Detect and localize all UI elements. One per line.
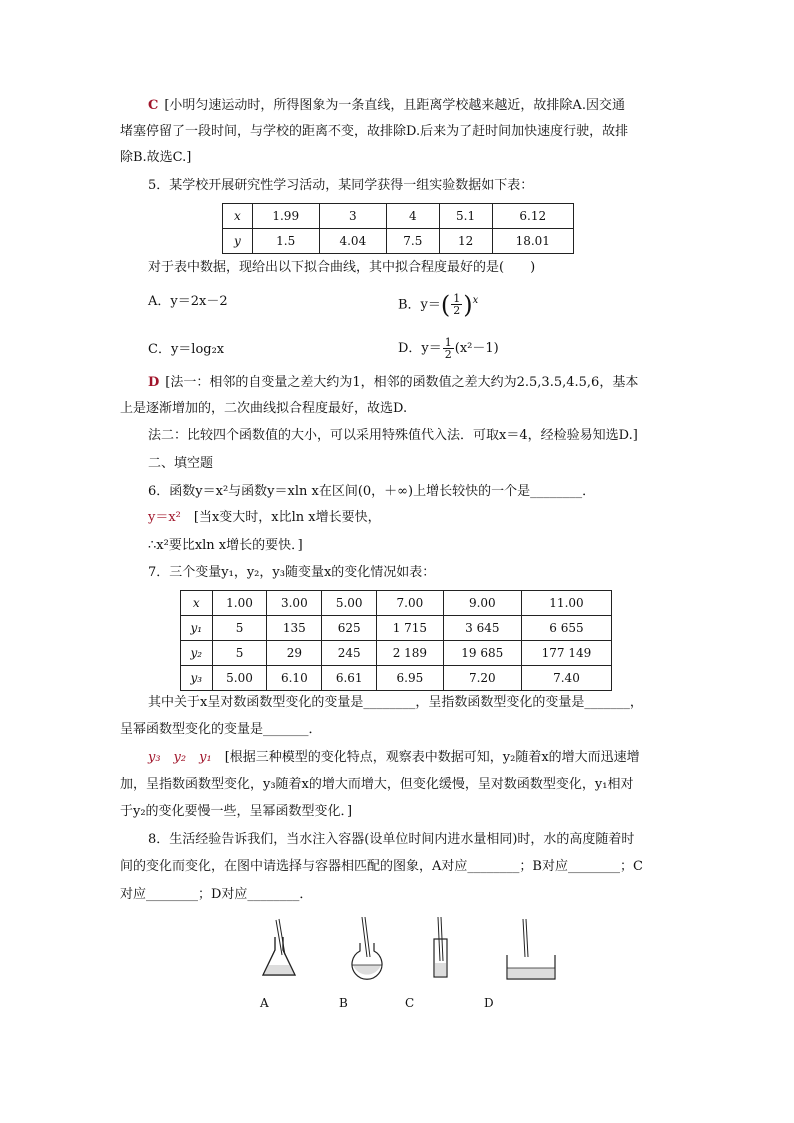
q5-table-cell: 4.04 (319, 229, 386, 254)
q5-table-cell: 3 (319, 204, 386, 229)
q4-answer-line3: 除B.故选C.] (120, 150, 192, 165)
q7-table-cell: 1.00 (212, 591, 267, 616)
q5-table-row (223, 204, 574, 229)
q7-table-cell: 245 (322, 641, 377, 666)
q7-stem: 7．三个变量y₁，y₂，y₃随变量x的变化情况如表： (148, 565, 436, 580)
q7-table-cell: 5.00 (322, 591, 377, 616)
vessel-label-a: A (260, 996, 269, 1010)
q5-table-row-header: y (223, 229, 253, 254)
q5-option-d: D．y＝ $\frac{1}{2}$ (x²－1) (398, 336, 499, 361)
vessel-b-round-flask-icon (352, 917, 382, 979)
q7-answer-line3: 于y₂的变化要慢一些，呈幂函数型变化．] (120, 804, 353, 819)
q7-table-cell: 6.95 (377, 666, 444, 691)
q7-table-cell: 6.61 (322, 666, 377, 691)
q7-table-cell: 2 189 (377, 641, 444, 666)
q7-table-row (181, 616, 612, 641)
q7-table-cell: 5.00 (212, 666, 267, 691)
q5-answer-letter: D (148, 375, 160, 390)
container-figures (255, 915, 565, 985)
q7-table-cell: 5 (212, 641, 267, 666)
q7-question-line2: 呈幂函数型变化的变量是_______． (120, 722, 322, 737)
q4-answer-line2: 堵塞停留了一段时间，与学校的距离不变，故排除D.后来为了赶时间加快速度行驶，故排 (120, 124, 629, 139)
section-heading-fill-blank: 二、填空题 (148, 456, 214, 471)
q7-table-row (181, 591, 612, 616)
q5-table-cell: 12 (439, 229, 492, 254)
q7-answer-line1: y₃ y₂ y₁ [根据三种模型的变化特点，观察表中数据可知，y₂随着x的增大而迅速增 (148, 750, 640, 765)
vessel-label-d: D (484, 996, 494, 1010)
q7-table-cell: 7.00 (377, 591, 444, 616)
q7-table-cell: 3 645 (443, 616, 521, 641)
q7-table-cell: 6 655 (521, 616, 611, 641)
q5-table-cell: 1.99 (252, 204, 319, 229)
q5-table-cell: 7.5 (386, 229, 439, 254)
q5-table-cell: 5.1 (439, 204, 492, 229)
q7-table-cell: 177 149 (521, 641, 611, 666)
q8-line3: 对应________；D对应________． (120, 887, 313, 902)
q8-line1: 8．生活经验告诉我们，当水注入容器(设单位时间内进水量相同)时，水的高度随着时 (148, 832, 635, 847)
q4-answer-line1: C [小明匀速运动时，所得图象为一条直线，且距离学校越来越近，故排除A.因交通 (148, 98, 625, 113)
q5-table-cell: 18.01 (492, 229, 574, 254)
q5-option-b: B．y＝( $\frac{1}{2}$ )$^x$ (398, 290, 479, 319)
q6-answer-value: y＝x² (148, 510, 181, 525)
q7-table-cell: 5 (212, 616, 267, 641)
q7-answer-value: y₃ y₂ y₁ (148, 750, 212, 765)
vessel-c-tube-icon (434, 917, 447, 977)
q7-table-cell: 3.00 (267, 591, 322, 616)
q7-table-cell: 6.10 (267, 666, 322, 691)
q7-table-row-header: y₁ (181, 616, 213, 641)
q7-table-cell: 7.40 (521, 666, 611, 691)
q5-table-cell: 1.5 (252, 229, 319, 254)
q5-answer-line1: D [法一：相邻的自变量之差大约为1，相邻的函数值之差大约为2.5,3.5,4.5,6，基本 (148, 375, 639, 390)
q7-table-cell: 135 (267, 616, 322, 641)
q5-option-c: C．y＝log₂x (148, 342, 225, 357)
q7-table-row-header: y₃ (181, 666, 213, 691)
q5-table-row (223, 229, 574, 254)
q6-answer-line2: ∴x²要比xln x增长的要快．] (148, 538, 303, 553)
q6-stem: 6．函数y＝x²与函数y＝xln x在区间(0，＋∞)上增长较快的一个是________． (148, 484, 596, 499)
q5-table-cell: 4 (386, 204, 439, 229)
q5-answer-line2: 上是逐渐增加的，二次曲线拟合程度最好，故选D. (120, 401, 408, 416)
q7-table-row (181, 666, 612, 691)
q4-answer-letter: C (148, 98, 159, 113)
q5-table-row-header: x (223, 204, 253, 229)
q8-line2: 间的变化而变化，在图中请选择与容器相匹配的图象，A对应________；B对应________；C (120, 859, 643, 874)
vessel-a-flask-icon (263, 919, 295, 975)
q7-table-cell: 29 (267, 641, 322, 666)
q5-option-a: A．y＝2x－2 (148, 294, 228, 309)
q6-answer-line1: y＝x² [当x变大时，x比ln x增长要快， (148, 510, 381, 525)
q5-table-cell: 6.12 (492, 204, 574, 229)
q7-table-cell: 11.00 (521, 591, 611, 616)
q7-table-row (181, 641, 612, 666)
q7-table-cell: 625 (322, 616, 377, 641)
vessel-label-c: C (405, 996, 415, 1010)
q7-table-cell: 1 715 (377, 616, 444, 641)
q7-table-row-header: y₂ (181, 641, 213, 666)
q7-question-line1: 其中关于x呈对数函数型变化的变量是________，呈指数函数型变化的变量是_______， (148, 695, 643, 710)
q5-answer-line3: 法二：比较四个函数值的大小，可以采用特殊值代入法．可取x＝4，经检验易知选D.] (148, 428, 638, 443)
q7-table-cell: 9.00 (443, 591, 521, 616)
q7-data-table (180, 590, 612, 691)
vessel-label-b: B (339, 996, 348, 1010)
q7-table-cell: 19 685 (443, 641, 521, 666)
q7-table-cell: 7.20 (443, 666, 521, 691)
q5-stem: 5．某学校开展研究性学习活动，某同学获得一组实验数据如下表： (148, 178, 534, 193)
q7-answer-line2: 加，呈指数函数型变化，y₃随着x的增大而增大，但变化缓慢，呈对数函数型变化，y₁相对 (120, 777, 634, 792)
q7-table-row-header: x (181, 591, 213, 616)
q5-question: 对于表中数据，现给出以下拟合曲线，其中拟合程度最好的是( ) (148, 260, 536, 275)
vessel-d-basin-icon (507, 919, 555, 979)
q5-data-table (222, 203, 574, 254)
